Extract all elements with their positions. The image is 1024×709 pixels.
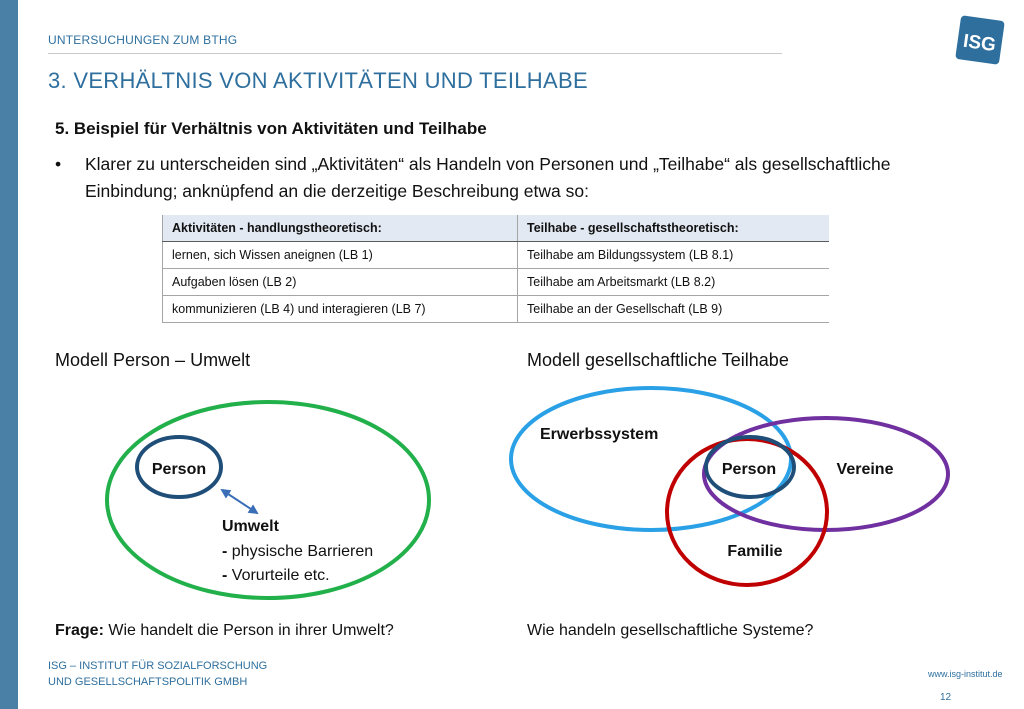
bullet-marker: • — [55, 154, 62, 174]
right-model-title: Modell gesellschaftliche Teilhabe — [527, 350, 789, 370]
barrier-line-physical — [222, 543, 373, 560]
barrier-dash: - — [222, 567, 228, 584]
table-header-participation: Teilhabe - gesellschaftstheoretisch: — [518, 215, 830, 242]
erwerbssystem-ellipse — [511, 388, 791, 530]
table-cell: kommunizieren (LB 4) und interagieren (LB 7) — [163, 296, 518, 323]
footer-org-line-1: ISG – INSTITUT FÜR SOZIALFORSCHUNG — [48, 660, 268, 672]
subheading: 5. Beispiel für Verhältnis von Aktivitäten und Teilhabe — [55, 119, 487, 138]
question-text: Wie handelt die Person in ihrer Umwelt? — [108, 622, 394, 639]
barrier-physical: physische Barrieren — [231, 543, 374, 560]
person-label: Person — [151, 461, 207, 478]
table-cell: Teilhabe an der Gesellschaft (LB 9) — [518, 296, 830, 323]
logo-text: ISG — [961, 30, 998, 57]
vereine-label: Vereine — [836, 461, 894, 478]
table-cell: lernen, sich Wissen aneignen (LB 1) — [163, 242, 518, 269]
table-cell: Teilhabe am Bildungssystem (LB 8.1) — [518, 242, 830, 269]
footer-org-line-2: UND GESELLSCHAFTSPOLITIK GMBH — [48, 676, 248, 688]
table-header-activities: Aktivitäten - handlungstheoretisch: — [163, 215, 518, 242]
table-cell: Aufgaben lösen (LB 2) — [163, 269, 518, 296]
barrier-dash: - — [222, 543, 228, 560]
footer-website-link[interactable]: www.isg-institut.de — [928, 669, 1003, 679]
left-question — [55, 622, 394, 640]
footer-organization — [48, 658, 267, 690]
section-kicker: UNTERSUCHUNGEN ZUM BTHG — [48, 33, 238, 47]
erwerbssystem-label: Erwerbssystem — [540, 426, 659, 443]
umwelt-label: Umwelt — [222, 518, 279, 535]
familie-label: Familie — [727, 543, 783, 560]
table-cell: Teilhabe am Arbeitsmarkt (LB 8.2) — [518, 269, 830, 296]
bullet-text: Klarer zu unterscheiden sind „Aktivitäten“ als Handeln von Personen und „Teilhabe“ als gesellschaftliche Einbindung; anknüpfend an die derzeitige Beschreibung etwa so: — [85, 154, 891, 201]
barrier-line-prejudice — [222, 567, 330, 584]
page-number: 12 — [940, 692, 952, 703]
barrier-prejudice: Vorurteile etc. — [231, 567, 330, 584]
person-label-right: Person — [721, 461, 777, 478]
question-label: Frage: — [55, 622, 104, 639]
right-question: Wie handeln gesellschaftliche Systeme? — [527, 622, 814, 639]
interaction-arrow — [222, 490, 257, 513]
left-model-title: Modell Person – Umwelt — [55, 350, 251, 370]
slide-title: 3. VERHÄLTNIS VON AKTIVITÄTEN UND TEILHABE — [48, 68, 588, 93]
